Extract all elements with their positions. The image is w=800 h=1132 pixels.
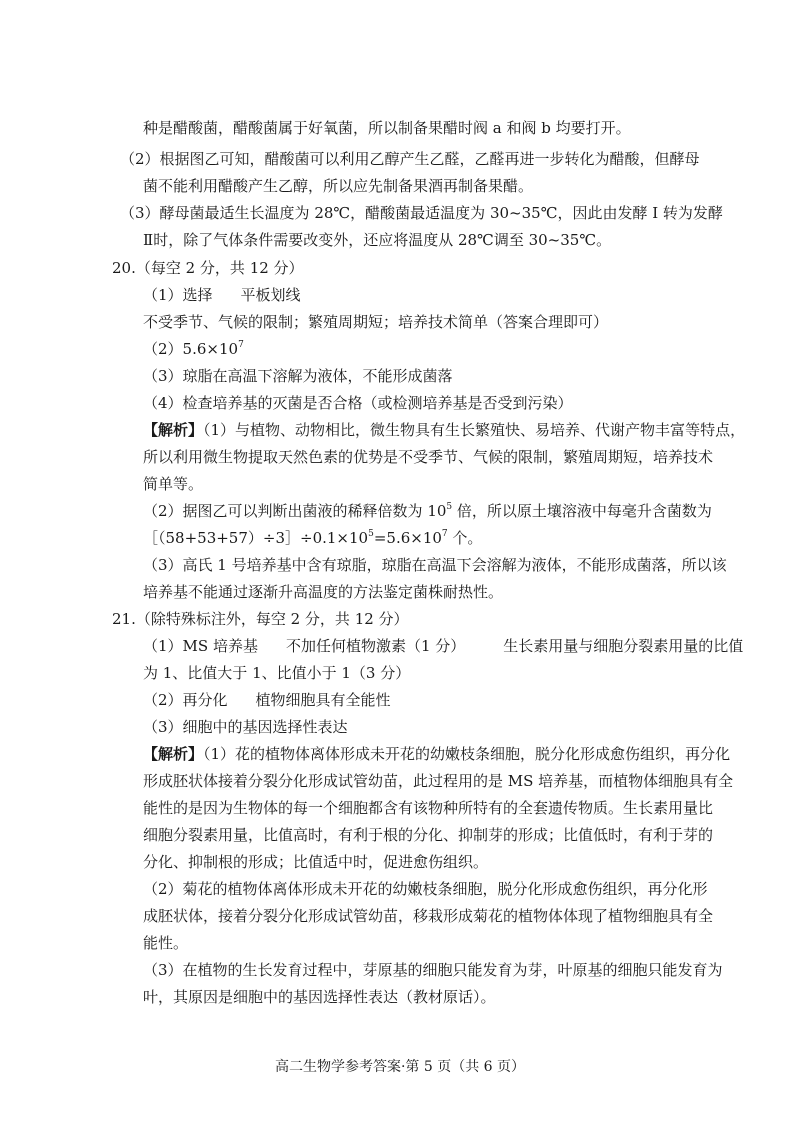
q19-para3-line2: Ⅱ时，除了气体条件需要改变外，还应将温度从 28℃调至 30~35℃。	[143, 231, 612, 249]
q20-answer-1b: 平板划线	[240, 286, 301, 304]
q19-para3-line1: （3）酵母菌最适生长温度为 28℃，醋酸菌最适温度为 30~35℃，因此由发酵 Ⅰ 转为发酵	[120, 204, 723, 222]
q21-analysis-line3: 能性的是因为生物体的每一个细胞都含有该物种所特有的全套遗传物质。生长素用量比	[143, 799, 714, 817]
q21-analysis-line1	[143, 743, 730, 765]
q20-analysis-line3: 简单等。	[143, 475, 204, 493]
q20-analysis-2-text-b: 倍，所以原土壤溶液中每毫升含菌数为	[452, 502, 712, 520]
q21-analysis-2-line1: （2）菊花的植物体离体形成未开花的幼嫩枝条细胞，脱分化形成愈伤组织，再分化形	[143, 880, 708, 898]
q21-answer-2b: 植物细胞具有全能性	[255, 691, 391, 709]
q21-analysis-3-line1: （3）在植物的生长发育过程中，芽原基的细胞只能发育为芽，叶原基的细胞只能发育为	[143, 961, 723, 979]
q20-analysis-2-line2	[143, 527, 482, 549]
q21-answer-2a: （2）再分化	[143, 691, 228, 709]
q21-answer-1c: 生长素用量与细胞分裂素用量的比值	[503, 637, 744, 655]
q20-answer-2-exponent: 7	[238, 340, 244, 350]
q21-analysis-text: （1）花的植物体离体形成未开花的幼嫩枝条细胞，脱分化形成愈伤组织，再分化	[203, 745, 731, 763]
q20-header: 20.（每空 2 分，共 12 分）	[112, 259, 304, 277]
q20-answer-4: （4）检查培养基的灭菌是否合格（或检测培养基是否受到污染）	[143, 394, 573, 412]
q21-answer-1-line2: 为 1、比值大于 1、比值小于 1（3 分）	[143, 664, 411, 682]
q20-formula-exponent-2: 7	[441, 529, 448, 539]
q20-answer-1	[143, 284, 301, 306]
q20-analysis-2-text-a: （2）据图乙可以判断出菌液的稀释倍数为 10	[143, 502, 447, 520]
q21-answer-1b: 不加任何植物激素（1 分）	[285, 637, 466, 655]
analysis-label: 【解析】	[143, 745, 204, 763]
q21-analysis-2-line2: 成胚状体，接着分裂分化形成试管幼苗，移栽形成菊花的植物体体现了植物细胞具有全	[143, 907, 714, 925]
q20-formula-exponent-1: 5	[368, 529, 374, 539]
q20-answer-2-base: （2）5.6×10	[143, 340, 239, 358]
q21-answer-3: （3）细胞中的基因选择性表达	[143, 718, 348, 736]
q20-analysis-2-line1	[143, 500, 712, 522]
q20-answer-2	[143, 338, 244, 360]
q21-analysis-3-line2: 叶，其原因是细胞中的基因选择性表达（教材原话）。	[143, 988, 496, 1006]
q19-para2-line2: 菌不能利用醋酸产生乙醇，所以应先制备果酒再制备果醋。	[143, 177, 534, 195]
analysis-label: 【解析】	[143, 421, 204, 439]
q20-formula-b: =5.6×10	[373, 529, 442, 547]
q21-answer-2	[143, 689, 391, 711]
q20-analysis-line2: 所以利用微生物提取天然色素的优势是不受季节、气候的限制，繁殖周期短，培养技术	[143, 448, 714, 466]
q21-analysis-line2: 形成胚状体接着分裂分化形成试管幼苗，此过程用的是 MS 培养基，而植物体细胞具有全	[143, 772, 734, 790]
q19-text-line: 种是醋酸菌，醋酸菌属于好氧菌，所以制备果醋时阀 a 和阀 b 均要打开。	[143, 119, 631, 137]
q20-formula-a: ［（58+53+57）÷3］÷0.1×10	[143, 529, 369, 547]
q20-formula-c: 个。	[447, 529, 483, 547]
page-footer: 高二生物学参考答案·第 5 页（共 6 页）	[274, 1059, 526, 1075]
q20-analysis-3-line1: （3）高氏 1 号培养基中含有琼脂，琼脂在高温下会溶解为液体，不能形成菌落，所以该	[143, 556, 727, 574]
q21-answer-1	[143, 635, 743, 657]
q20-answer-1-line2: 不受季节、气候的限制；繁殖周期短；培养技术简单（答案合理即可）	[143, 313, 609, 331]
q21-header: 21.（除特殊标注外，每空 2 分，共 12 分）	[112, 610, 409, 628]
q21-answer-1a: （1）MS 培养基	[143, 637, 258, 655]
q20-analysis-text: （1）与植物、动物相比，微生物具有生长繁殖快、易培养、代谢产物丰富等特点，	[203, 421, 746, 439]
q21-analysis-line5: 分化、抑制根的形成；比值适中时，促进愈伤组织。	[143, 853, 489, 871]
q20-analysis-3-line2: 培养基不能通过逐渐升高温度的方法鉴定菌株耐热性。	[143, 583, 504, 601]
q21-analysis-line4: 细胞分裂素用量，比值高时，有利于根的分化、抑制芽的形成；比值低时，有利于芽的	[143, 826, 714, 844]
q19-para2-line1: （2）根据图乙可知，醋酸菌可以利用乙醇产生乙醛，乙醛再进一步转化为醋酸，但酵母	[120, 150, 700, 168]
q20-analysis-line1	[143, 419, 745, 441]
q20-analysis-2-exponent: 5	[446, 502, 453, 512]
q20-answer-3: （3）琼脂在高温下溶解为液体，不能形成菌落	[143, 367, 453, 385]
q21-analysis-2-line3: 能性。	[143, 934, 189, 952]
q20-answer-1a: （1）选择	[143, 286, 213, 304]
